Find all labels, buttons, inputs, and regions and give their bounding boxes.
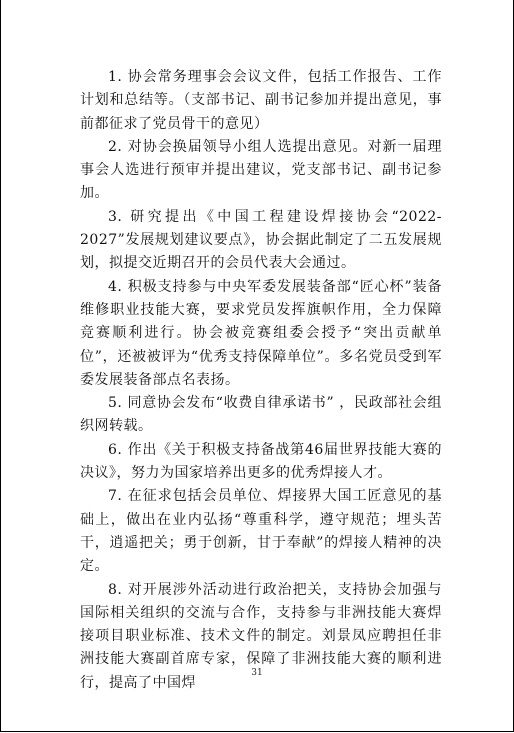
paragraph-7: 7. 在征求包括会员单位、焊接界大国工匠意见的基础上，做出在业内弘扬“尊重科学，遵守规范；埋头苦干，逍遥把关；勇于创新，甘于奉献”的焊接人精神的决定。 (80, 488, 442, 575)
paragraph-5: 5. 同意协会发布“收费自律承诺书” ，民政部社会组织网转载。 (80, 395, 442, 435)
paragraph-4: 4. 积极支持参与中央军委发展装备部“匠心杯”装备维修职业技能大赛，要求党员发挥旗帜作用，全力保障竞赛顺利进行。协会被竞赛组委会授予“突出贡献单位”，还被被评为“优秀支持保障单位”。多名党员受到军委发展装备部点名表扬。 (80, 278, 442, 388)
paragraph-3: 3. 研究提出《中国工程建设焊接协会“2022-2027”发展规划建议要点》，协会据此制定了二五发展规划，拟提交近期召开的会员代表大会通过。 (80, 208, 442, 272)
paragraph-2: 2. 对协会换届领导小组人选提出意见。对新一届理事会人选进行预审并提出建议，党支部书记、副书记参加。 (80, 138, 442, 202)
paragraph-6: 6. 作出《关于积极支持备战第46届世界技能大赛的决议》，努力为国家培养出更多的优秀焊接人才。 (80, 441, 442, 482)
page-number: 31 (251, 668, 263, 678)
paragraph-8: 8. 对开展涉外活动进行政治把关，支持协会加强与国际相关组织的交流与合作，支持参与非洲技能大赛焊接项目职业标准、技术文件的制定。刘景凤应聘担任非洲技能大赛副首席专家，保障了非洲技能大赛的顺利进行，提高了中国焊 (80, 581, 442, 691)
document-body (80, 66, 442, 695)
paragraph-1: 1. 协会常务理事会会议文件，包括工作报告、工作计划和总结等。（支部书记、副书记参加并提出意见，事前都征求了党员骨干的意见） (80, 69, 442, 132)
